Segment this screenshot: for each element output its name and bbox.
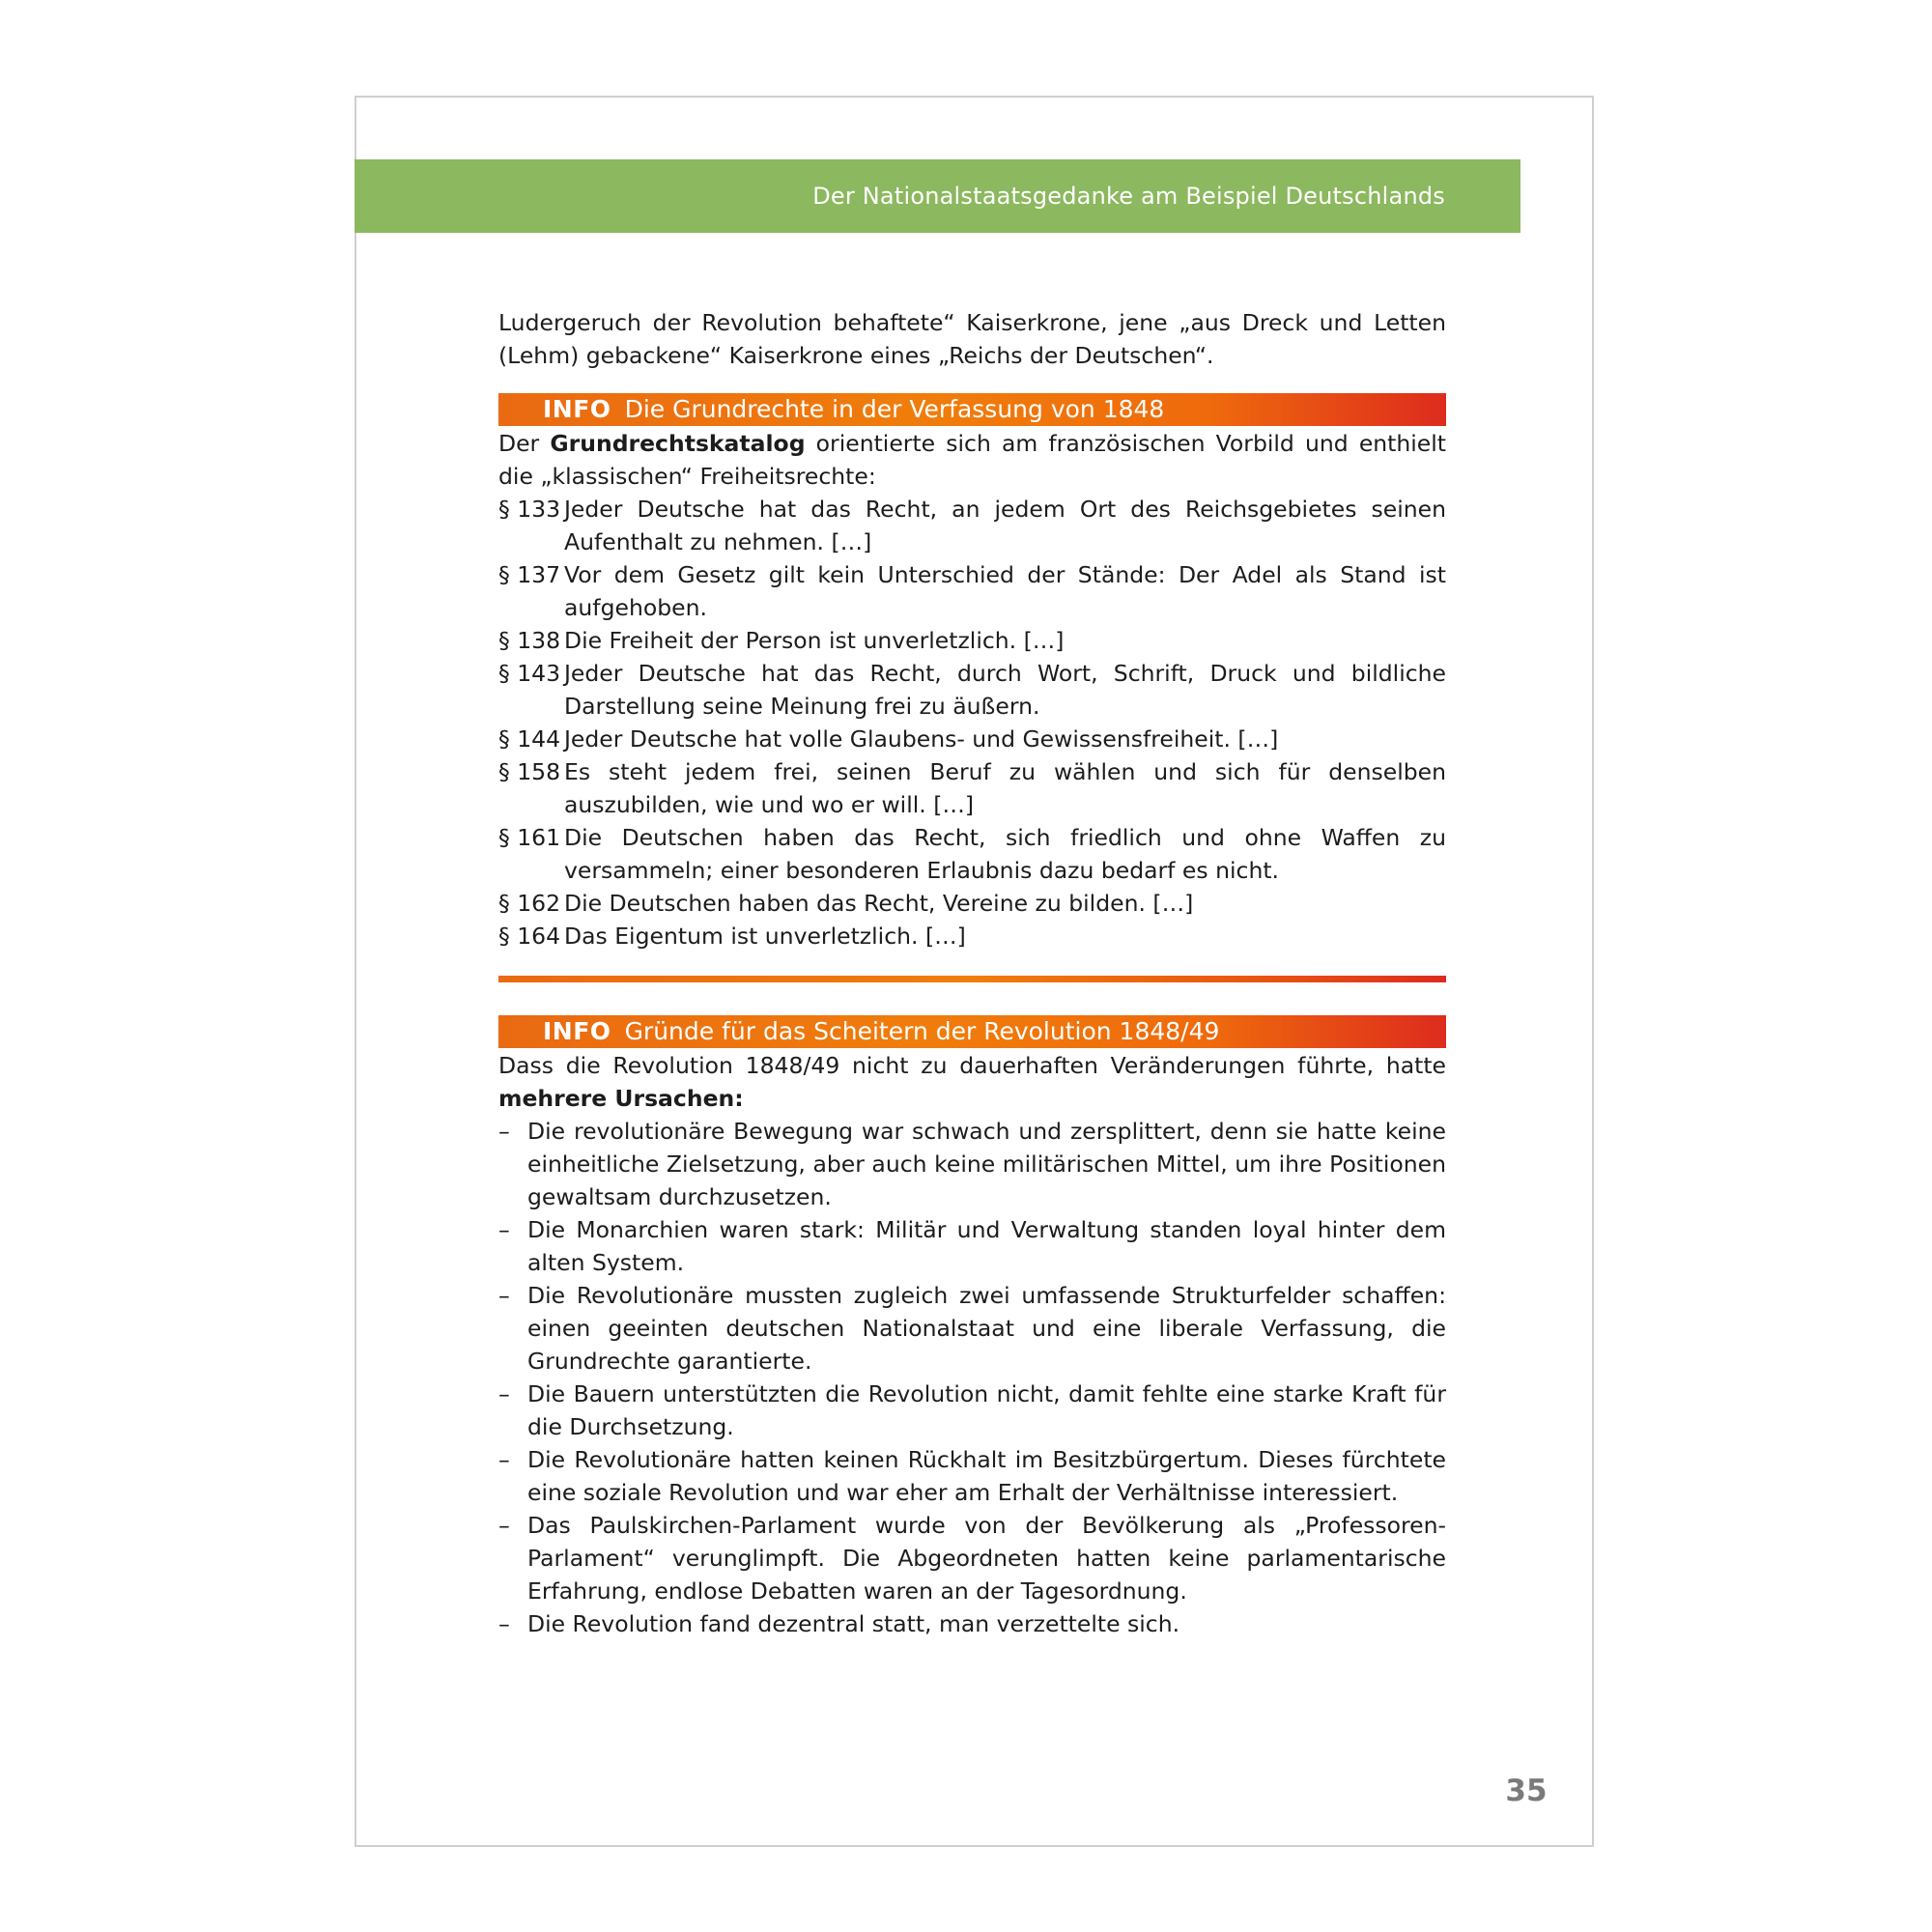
law-paragraph bbox=[498, 657, 1446, 723]
dash-bullet: – bbox=[498, 1512, 510, 1539]
info-box-title: Gründe für das Scheitern der Revolution 1848/49 bbox=[624, 1017, 1220, 1045]
paragraph-number: § 158 bbox=[498, 758, 561, 785]
paragraph-text: Die Deutschen haben das Recht, sich friedlich und ohne Waffen zu versammeln; einer besonderen Erlaubnis dazu bedarf es nicht. bbox=[564, 824, 1446, 884]
dash-bullet: – bbox=[498, 1380, 510, 1407]
paragraph-text: Die Deutschen haben das Recht, Vereine zu bilden. […] bbox=[564, 890, 1194, 917]
list-item bbox=[498, 1509, 1446, 1607]
bold-term: mehrere Ursachen: bbox=[498, 1085, 744, 1112]
paragraph-number: § 138 bbox=[498, 627, 561, 654]
dash-bullet: – bbox=[498, 1282, 510, 1309]
paragraph-number: § 162 bbox=[498, 890, 561, 917]
paragraph-number: § 144 bbox=[498, 725, 561, 753]
chapter-title: Der Nationalstaatsgedanke am Beispiel Deutschlands bbox=[812, 183, 1445, 210]
info-tag: INFO bbox=[543, 1017, 611, 1045]
bold-term: Grundrechtskatalog bbox=[550, 430, 806, 457]
law-paragraph bbox=[498, 821, 1446, 887]
law-paragraph bbox=[498, 920, 1446, 952]
dash-bullet: – bbox=[498, 1216, 510, 1243]
list-item-text: Das Paulskirchen-Parlament wurde von der Bevölkerung als „Professoren-Parlament“ verunglimpft. Die Abgeordneten hatten keine parlamentarische Erfahrung, endlose Debatten waren an der Tagesordnung. bbox=[527, 1512, 1446, 1605]
paragraph-text: Jeder Deutsche hat das Recht, durch Wort, Schrift, Druck und bildliche Darstellung seine Meinung frei zu äußern. bbox=[564, 660, 1446, 720]
info-box-header-scheitern bbox=[498, 1015, 1446, 1048]
law-paragraph bbox=[498, 723, 1446, 755]
list-item bbox=[498, 1115, 1446, 1213]
list-item-text: Die Revolution fand dezentral statt, man verzettelte sich. bbox=[527, 1610, 1180, 1637]
law-paragraph bbox=[498, 624, 1446, 657]
info-lead-paragraph: Der Grundrechtskatalog orientierte sich am französischen Vorbild und enthielt die „klassischen“ Freiheitsrechte: bbox=[498, 430, 1447, 490]
page-number: 35 bbox=[1505, 1774, 1548, 1808]
list-item bbox=[498, 1607, 1446, 1640]
paragraph-number: § 143 bbox=[498, 660, 561, 687]
paragraph-text: Die Freiheit der Person ist unverletzlich. […] bbox=[564, 627, 1065, 654]
law-paragraph bbox=[498, 493, 1446, 558]
paragraph-text: Es steht jedem frei, seinen Beruf zu wählen und sich für denselben auszubilden, wie und wo er will. […] bbox=[564, 758, 1446, 818]
law-paragraph bbox=[498, 558, 1446, 624]
info-lead-paragraph: Dass die Revolution 1848/49 nicht zu dauerhaften Veränderungen führte, hatte mehrere Ursachen: bbox=[498, 1052, 1446, 1112]
paragraph-text: Das Eigentum ist unverletzlich. […] bbox=[564, 923, 966, 950]
list-item-text: Die revolutionäre Bewegung war schwach und zersplittert, denn sie hatte keine einheitliche Zielsetzung, aber auch keine militärischen Mittel, um ihre Positionen gewaltsam durchzusetzen. bbox=[527, 1118, 1446, 1210]
dash-bullet: – bbox=[498, 1446, 510, 1473]
paragraph-text: Vor dem Gesetz gilt kein Unterschied der Stände: Der Adel als Stand ist aufgehoben. bbox=[564, 561, 1446, 621]
page-content bbox=[498, 306, 1446, 1640]
info-box-title: Die Grundrechte in der Verfassung von 1848 bbox=[624, 395, 1165, 423]
paragraph-number: § 164 bbox=[498, 923, 561, 950]
paragraph-number: § 161 bbox=[498, 824, 561, 851]
list-item-text: Die Revolutionäre mussten zugleich zwei umfassende Strukturfelder schaffen: einen geeinten deutschen Nationalstaat und eine liberale Verfassung, die Grundrechte garantierte. bbox=[527, 1282, 1446, 1375]
list-item bbox=[498, 1213, 1446, 1279]
list-item-text: Die Monarchien waren stark: Militär und Verwaltung standen loyal hinter dem alten System. bbox=[527, 1216, 1446, 1276]
info-box-header-grundrechte bbox=[498, 393, 1446, 426]
section-divider bbox=[498, 976, 1446, 982]
list-item-text: Die Revolutionäre hatten keinen Rückhalt im Besitzbürgertum. Dieses fürchtete eine soziale Revolution und war eher am Erhalt der Verhältnisse interessiert. bbox=[527, 1446, 1446, 1506]
list-item bbox=[498, 1279, 1446, 1378]
law-paragraph bbox=[498, 755, 1446, 821]
chapter-header bbox=[355, 159, 1520, 233]
list-item bbox=[498, 1378, 1446, 1443]
reasons-list bbox=[498, 1115, 1446, 1640]
intro-paragraph: Ludergeruch der Revolution behaftete“ Kaiserkrone, jene „aus Dreck und Letten (Lehm) gebackene“ Kaiserkrone eines „Reichs der Deutschen“. bbox=[498, 309, 1446, 369]
paragraph-number: § 133 bbox=[498, 496, 561, 523]
paragraph-text: Jeder Deutsche hat volle Glaubens- und Gewissensfreiheit. […] bbox=[564, 725, 1279, 753]
paragraph-list bbox=[498, 493, 1446, 952]
law-paragraph bbox=[498, 887, 1446, 920]
dash-bullet: – bbox=[498, 1118, 510, 1145]
paragraph-text: Jeder Deutsche hat das Recht, an jedem Ort des Reichsgebietes seinen Aufenthalt zu nehmen. […] bbox=[564, 496, 1446, 555]
paragraph-number: § 137 bbox=[498, 561, 561, 588]
info-tag: INFO bbox=[543, 395, 611, 423]
list-item-text: Die Bauern unterstützten die Revolution nicht, damit fehlte eine starke Kraft für die Durchsetzung. bbox=[527, 1380, 1446, 1440]
dash-bullet: – bbox=[498, 1610, 510, 1637]
list-item bbox=[498, 1443, 1446, 1509]
